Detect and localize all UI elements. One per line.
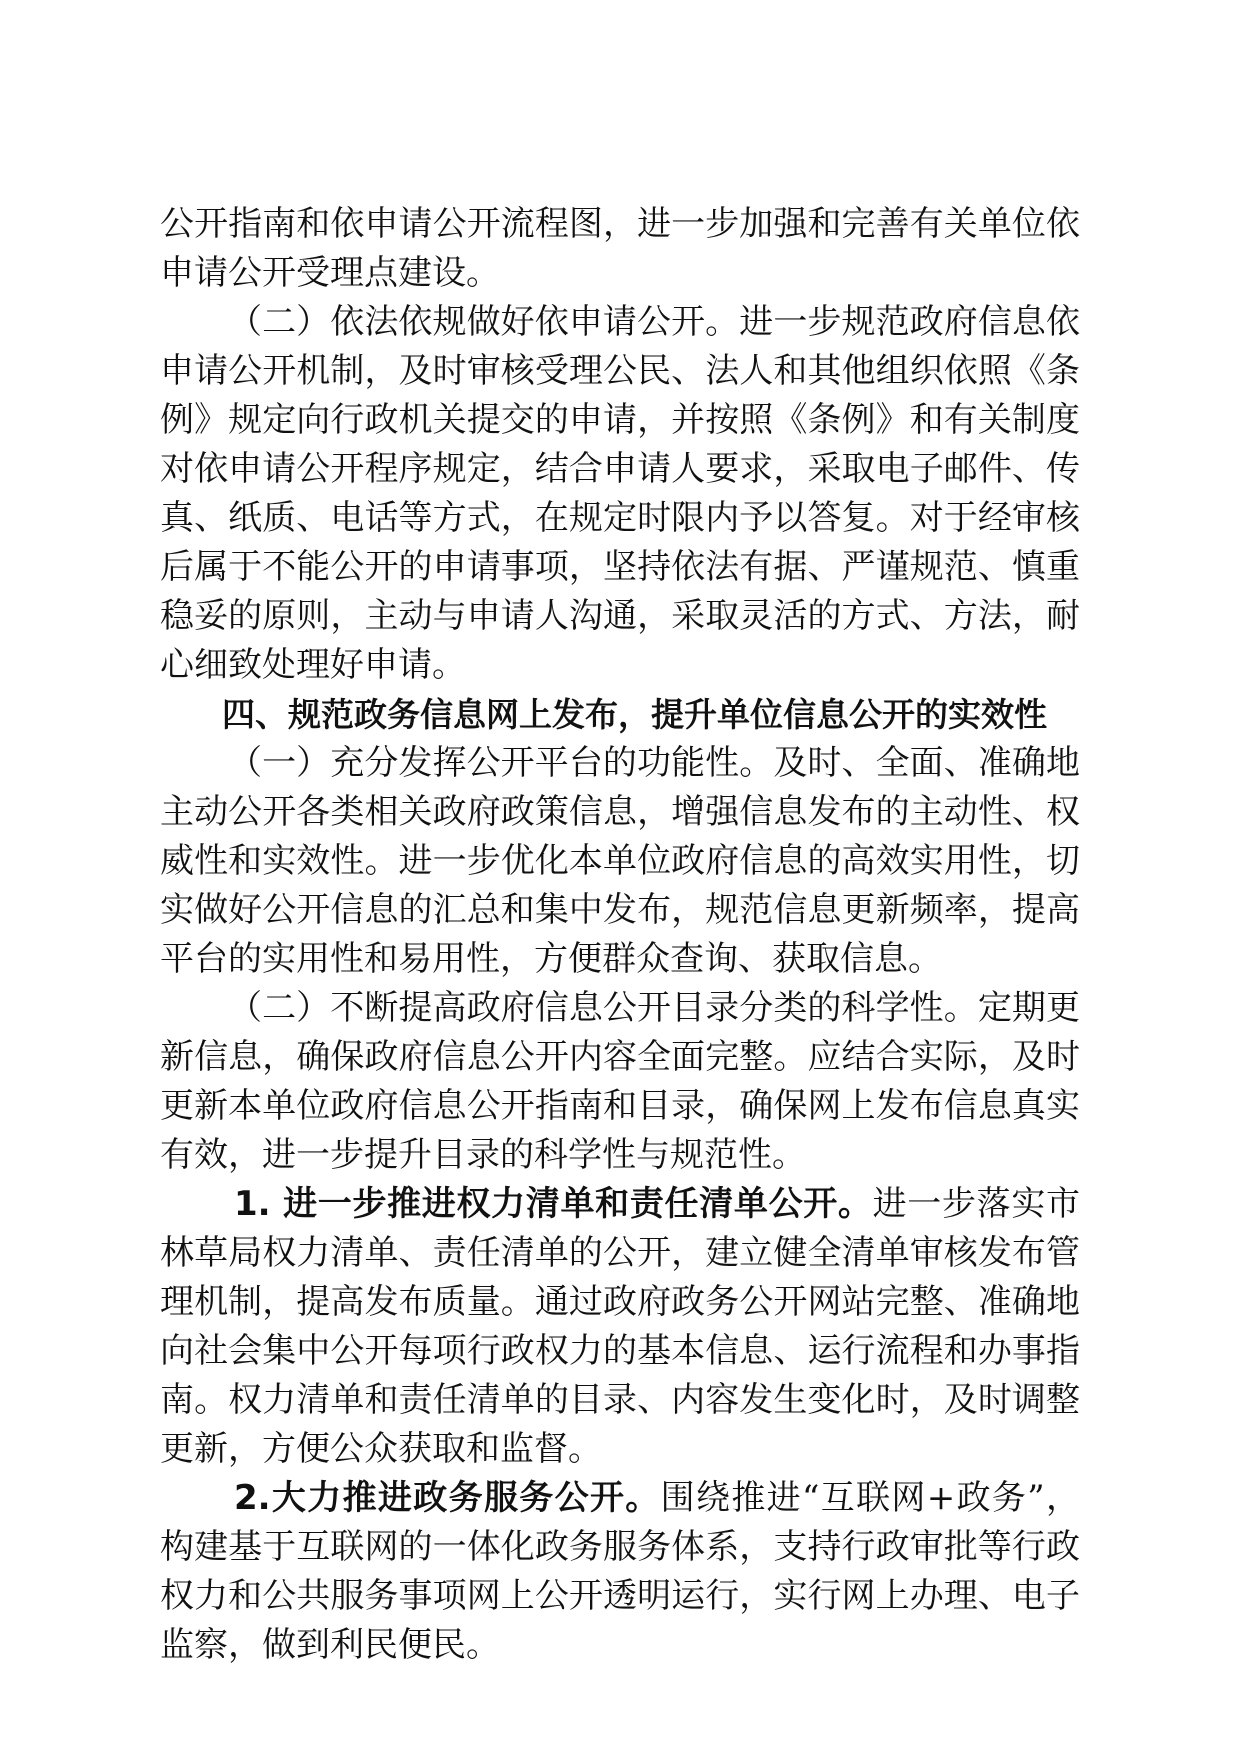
- document-page: [160, 200, 1080, 1670]
- paragraph-apply-disclosure: [160, 298, 1080, 690]
- paragraph-platform-function: [160, 739, 1080, 984]
- paragraph-body: 进一步落实市林草局权力清单、责任清单的公开，建立健全清单审核发布管理机制，提高发布质量。通过政府政务公开网站完整、准确地向社会集中公开每项行政权力的基本信息、运行流程和办事指南。权力清单和责任清单的目录、内容发生变化时，及时调整更新，方便公众获取和监督。: [160, 1184, 1080, 1469]
- paragraph-catalog-classification: [160, 984, 1080, 1180]
- paragraph-lead: 2.大力推进政务服务公开。: [234, 1478, 661, 1518]
- paragraph-power-list: [160, 1180, 1080, 1474]
- paragraph-body: 公开指南和依申请公开流程图，进一步加强和完善有关单位依申请公开受理点建设。: [160, 204, 1080, 293]
- paragraph-continuation: [160, 200, 1080, 298]
- paragraph-lead: （二）依法依规做好依申请公开。: [228, 302, 740, 342]
- paragraph-lead: （一）充分发挥公开平台的功能性。: [228, 743, 774, 783]
- paragraph-lead: 1. 进一步推进权力清单和责任清单公开。: [234, 1184, 873, 1224]
- section-heading: 四、规范政务信息网上发布，提升单位信息公开的实效性: [222, 695, 1047, 734]
- paragraph-government-service: [160, 1474, 1080, 1670]
- paragraph-body: 围绕推进“互联网+政务”，构建基于互联网的一体化政务服务体系，支持行政审批等行政权力和公共服务事项网上公开透明运行，实行网上办理、电子监察，做到利民便民。: [160, 1478, 1080, 1665]
- paragraph-body: 及时、全面、准确地主动公开各类相关政府政策信息，增强信息发布的主动性、权威性和实效性。进一步优化本单位政府信息的高效实用性，切实做好公开信息的汇总和集中发布，规范信息更新频率，提高平台的实用性和易用性，方便群众查询、获取信息。: [160, 743, 1081, 979]
- paragraph-body: 定期更新信息，确保政府信息公开内容全面完整。应结合实际，及时更新本单位政府信息公开指南和目录，确保网上发布信息真实有效，进一步提升目录的科学性与规范性。: [160, 988, 1081, 1175]
- paragraph-body: 进一步规范政府信息依申请公开机制，及时审核受理公民、法人和其他组织依照《条例》规定向行政机关提交的申请，并按照《条例》和有关制度对依申请公开程序规定，结合申请人要求，采取电子邮件、传真、纸质、电话等方式，在规定时限内予以答复。对于经审核后属于不能公开的申请事项，坚持依法有据、严谨规范、慎重稳妥的原则，主动与申请人沟通，采取灵活的方式、方法，耐心细致处理好申请。: [160, 302, 1080, 685]
- paragraph-lead: （二）不断提高政府信息公开目录分类的科学性。: [228, 988, 978, 1028]
